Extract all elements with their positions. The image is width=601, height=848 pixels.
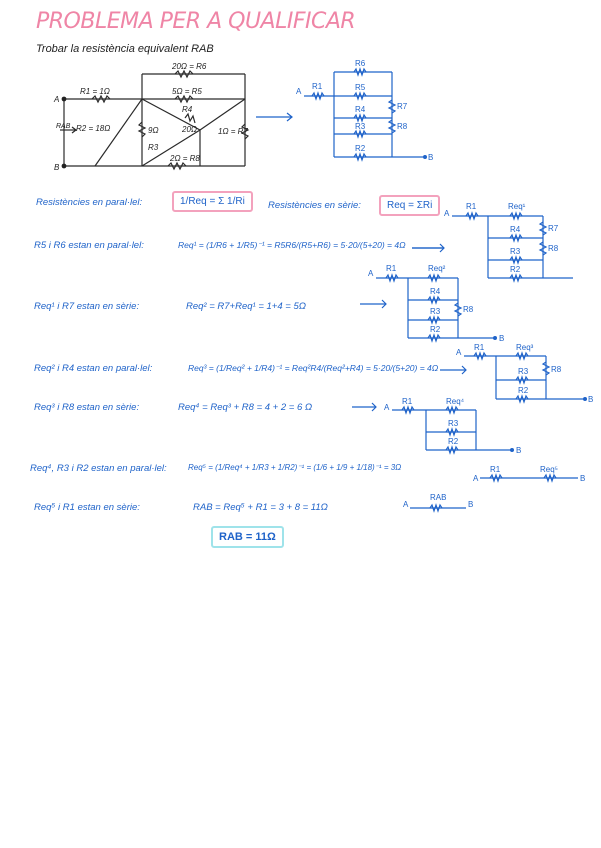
step-2-label-r3: R3 — [430, 307, 441, 316]
step-1-label-req1: Req¹ — [508, 202, 526, 211]
simplified-label-r6: R6 — [355, 59, 366, 68]
step-1-label-r1: R1 — [466, 202, 477, 211]
step-1-label-r4: R4 — [510, 225, 521, 234]
step-1-label-r2: R2 — [510, 265, 521, 274]
step-1-formula: Req¹ = (1/R6 + 1/R5)⁻¹ = R5R6/(R5+R6) = 5·20/(5+20) = 4Ω — [178, 240, 406, 250]
step-6-text: Req⁵ i R1 estan en sèrie: — [34, 502, 140, 513]
step-3-label-req3: Req³ — [516, 343, 534, 352]
orig-r4-label: R4 — [182, 105, 193, 114]
orig-node-a: A — [54, 95, 60, 104]
simplified-node-a: A — [296, 87, 302, 96]
step-2-label-r1: R1 — [386, 264, 397, 273]
step-4-formula: Req⁴ = Req³ + R8 = 4 + 2 = 6 Ω — [178, 402, 313, 413]
step-2-label-r4: R4 — [430, 287, 441, 296]
orig-r1-label: R1 = 1Ω — [80, 87, 110, 96]
step-5-node-b: B — [580, 474, 586, 483]
orig-r8-label: 2Ω = R8 — [170, 154, 200, 163]
step-2-node-a: A — [368, 269, 374, 278]
step-5-node-a: A — [473, 474, 479, 483]
step-5-label-r1: R1 — [490, 465, 501, 474]
orig-r6-label: 20Ω = R6 — [172, 62, 207, 71]
page-subtitle: Trobar la resistència equivalent RAB — [36, 43, 214, 55]
step-6-label-rab: RAB — [430, 493, 447, 502]
orig-rab-label: RAB — [56, 123, 71, 130]
step-1-label-r8: R8 — [548, 244, 559, 253]
simplified-label-r3: R3 — [355, 122, 366, 131]
simplified-label-r5: R5 — [355, 83, 366, 92]
simplified-label-r7: R7 — [397, 102, 408, 111]
step-3-label-r3: R3 — [518, 367, 529, 376]
orig-r2-label: R2 = 18Ω — [76, 124, 111, 133]
step-5-text: Req⁴, R3 i R2 estan en paral·lel: — [30, 463, 167, 474]
step-4-node-a: A — [384, 403, 390, 412]
step-1-text: R5 i R6 estan en paral·lel: — [34, 240, 144, 251]
simplified-label-r8: R8 — [397, 122, 408, 131]
step-2-node-b: B — [499, 334, 505, 343]
orig-r4-value: 20Ω — [182, 125, 197, 134]
step-6-node-b: B — [468, 500, 474, 509]
orig-r3-value: 9Ω — [148, 126, 159, 135]
step-2-text: Req¹ i R7 estan en sèrie: — [34, 301, 140, 312]
step-1-node-a: A — [444, 209, 450, 218]
series-formula-box: Req = ΣRi — [379, 195, 440, 216]
parallel-formula-label: Resistències en paral·lel: — [36, 197, 143, 208]
step-4-label-r1: R1 — [402, 397, 413, 406]
step-2-label-r8: R8 — [463, 305, 474, 314]
parallel-formula-box: 1/Req = Σ 1/Ri — [172, 191, 253, 212]
step-3-node-b: B — [588, 395, 594, 404]
step-4-label-req4: Req⁴ — [446, 397, 465, 406]
result-box: RAB = 11Ω — [211, 526, 284, 548]
simplified-label-r4: R4 — [355, 105, 366, 114]
step-3-formula: Req³ = (1/Req² + 1/R4)⁻¹ = Req²R4/(Req²+R4) = 5·20/(5+20) = 4Ω — [188, 363, 439, 373]
step-4-label-r2: R2 — [448, 437, 459, 446]
orig-node-b: B — [54, 163, 60, 172]
step-5-label-req5: Req⁵ — [540, 465, 558, 474]
step-3-label-r1: R1 — [474, 343, 485, 352]
simplified-label-r2: R2 — [355, 144, 366, 153]
series-formula-label: Resistències en sèrie: — [268, 200, 361, 211]
step-3-label-r2: R2 — [518, 386, 529, 395]
step-3-text: Req² i R4 estan en paral·lel: — [34, 363, 153, 374]
simplified-label-r1: R1 — [312, 82, 323, 91]
step-1-label-r7: R7 — [548, 224, 559, 233]
step-2-label-req2: Req² — [428, 264, 446, 273]
step-3-label-r8: R8 — [551, 365, 562, 374]
step-6-formula: RAB = Req⁵ + R1 = 3 + 8 = 11Ω — [193, 502, 328, 513]
page-title: PROBLEMA PER A QUALIFICAR — [36, 9, 356, 34]
orig-r7-label: 1Ω = R7 — [218, 127, 248, 136]
step-4-label-r3: R3 — [448, 419, 459, 428]
step-4-text: Req³ i R8 estan en sèrie: — [34, 402, 140, 413]
orig-r5-label: 5Ω = R5 — [172, 87, 202, 96]
step-2-formula: Req² = R7+Req¹ = 1+4 = 5Ω — [186, 301, 306, 312]
step-4-node-b: B — [516, 446, 522, 455]
step-1-label-r3: R3 — [510, 247, 521, 256]
step-2-label-r2: R2 — [430, 325, 441, 334]
step-5-formula: Req⁵ = (1/Req⁴ + 1/R3 + 1/R2)⁻¹ = (1/6 + 1/9 + 1/18)⁻¹ = 3Ω — [188, 463, 402, 472]
step-3-node-a: A — [456, 348, 462, 357]
simplified-node-b: B — [428, 153, 434, 162]
step-6-node-a: A — [403, 500, 409, 509]
orig-r3-label: R3 — [148, 143, 159, 152]
